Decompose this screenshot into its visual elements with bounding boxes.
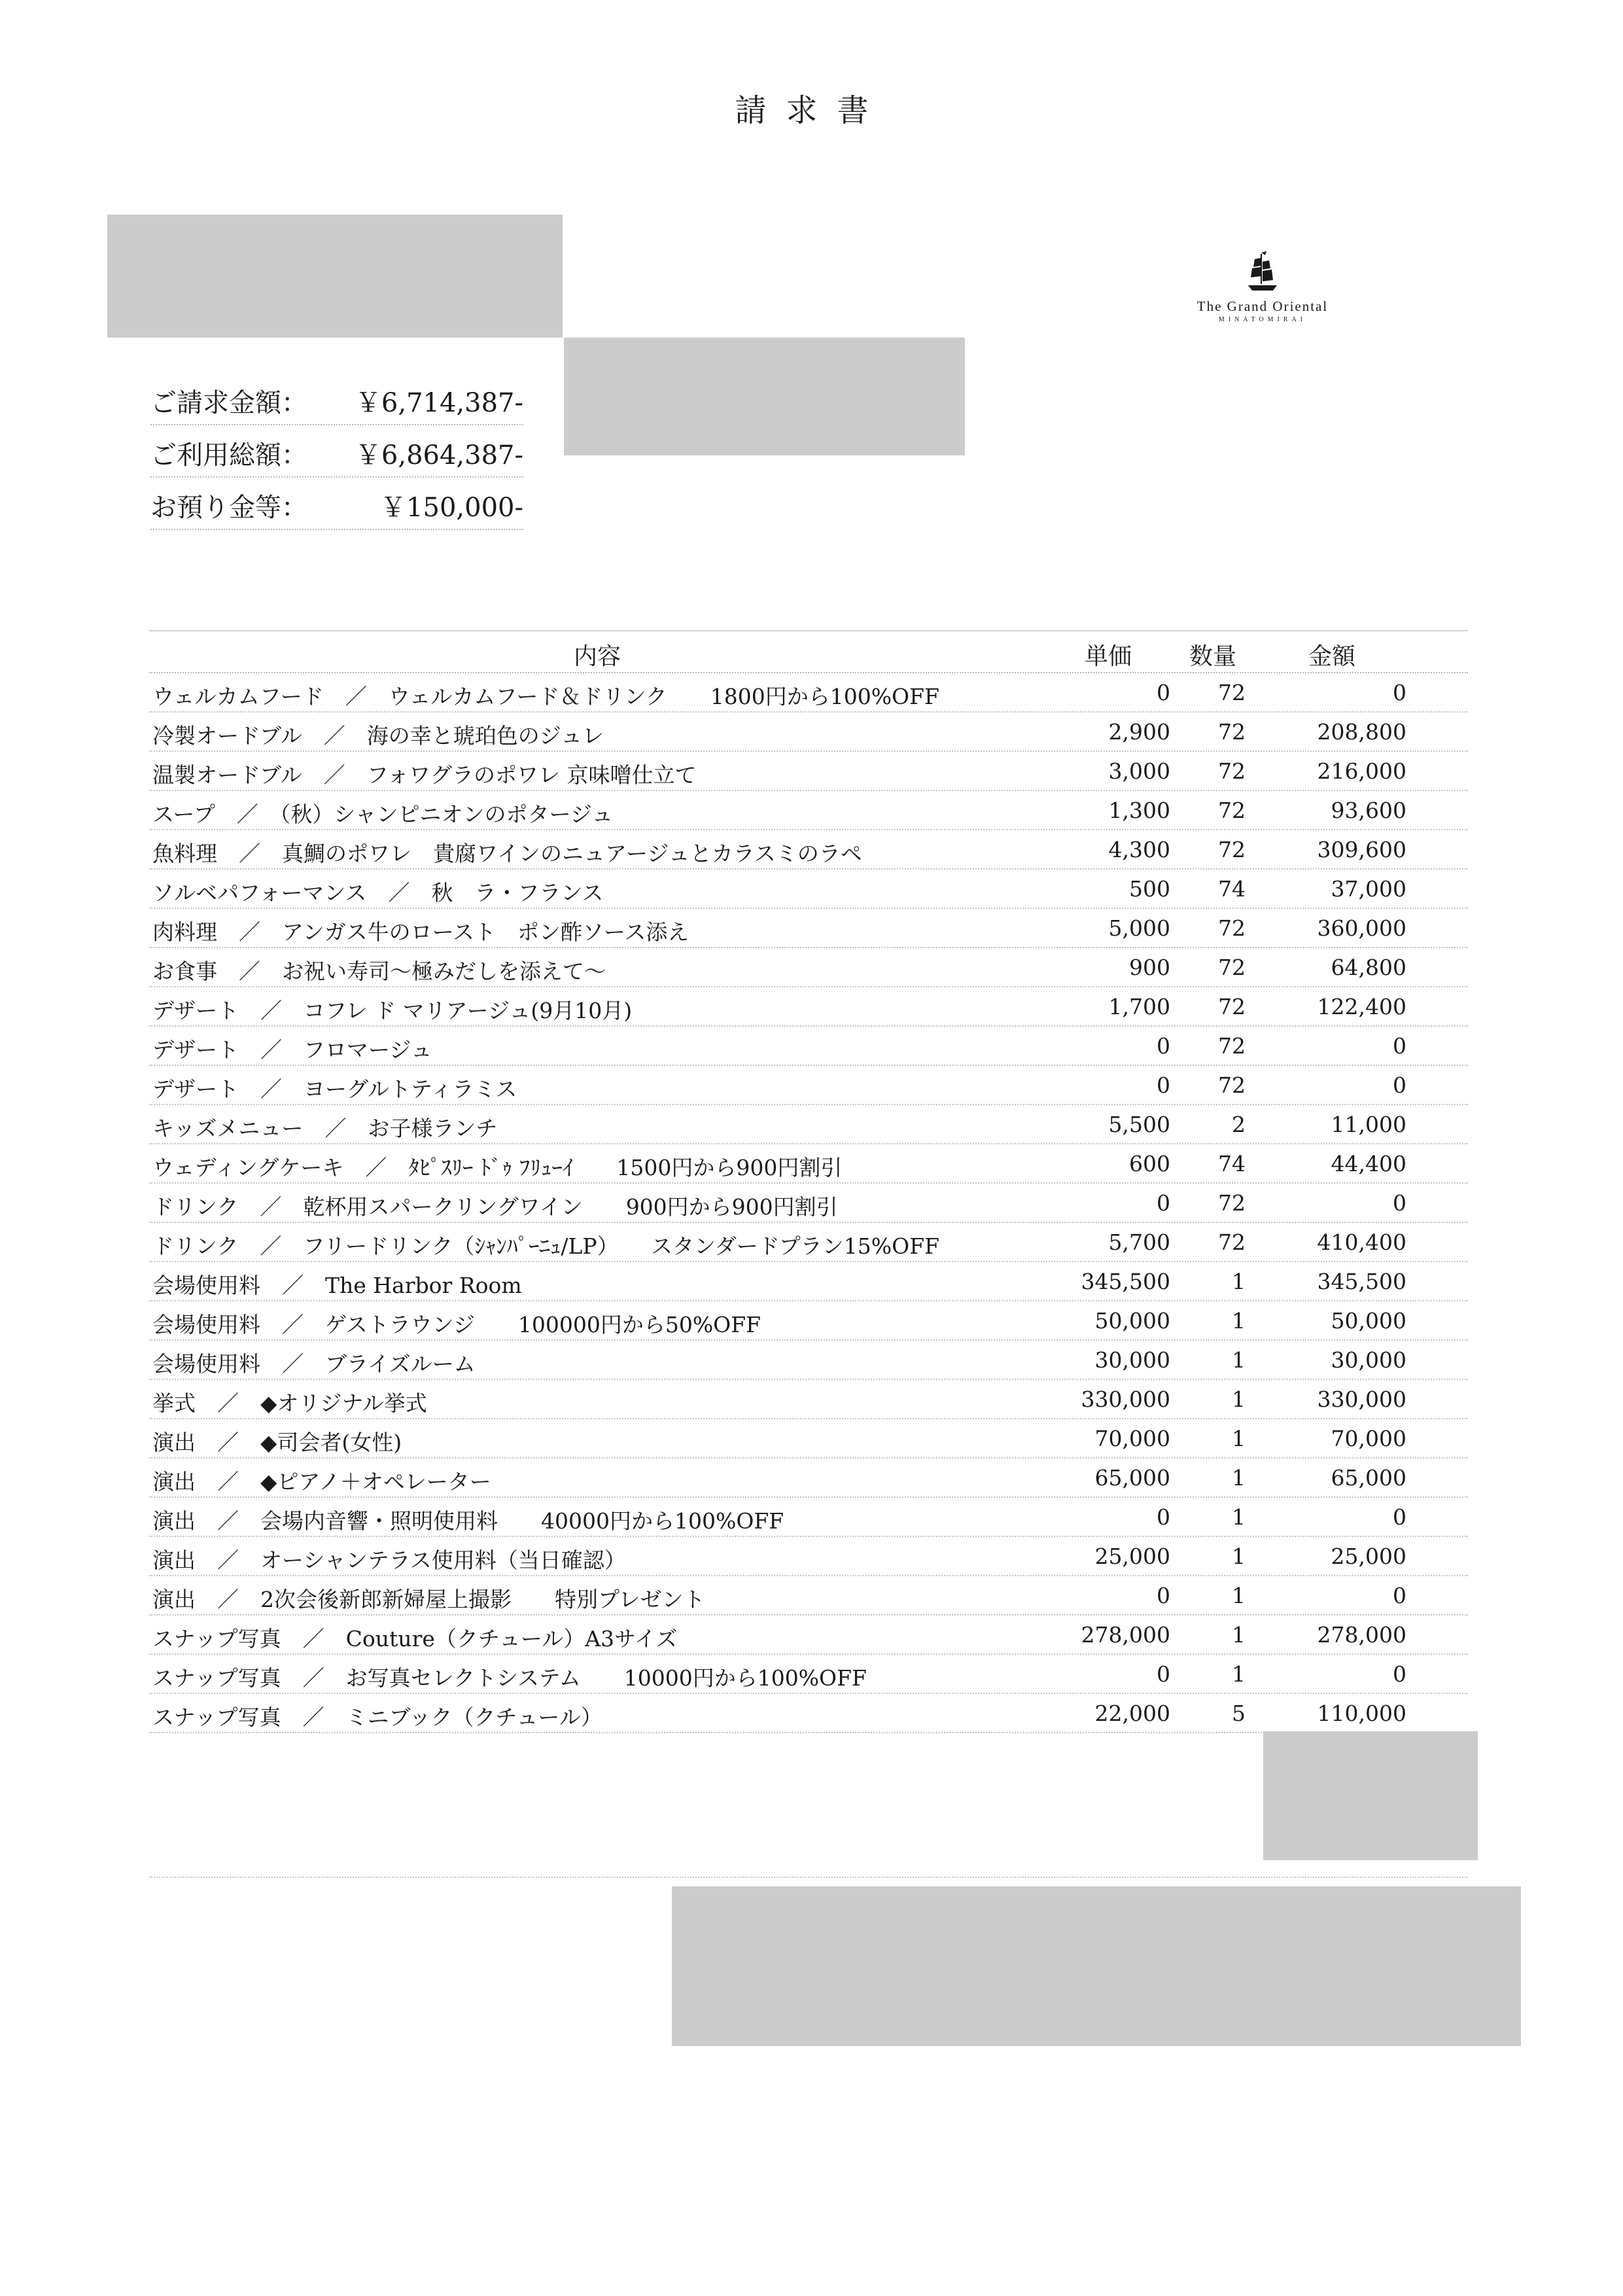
amount-cell: 122,400 [1317,994,1406,1019]
footer-divider [149,1877,1468,1878]
table-row [149,791,1468,830]
amount-cell: 70,000 [1331,1426,1406,1451]
table-row [149,987,1468,1027]
amount-cell: 37,000 [1331,876,1406,902]
amount-cell: 309,600 [1317,837,1406,862]
qty-cell: 72 [1218,680,1246,705]
redacted-block [564,338,965,455]
qty-cell: 1 [1232,1386,1246,1412]
qty-cell: 1 [1232,1308,1246,1333]
price-cell: 30,000 [1094,1347,1170,1373]
amount-cell: 0 [1393,1583,1406,1608]
qty-cell: 2 [1232,1112,1246,1137]
qty-cell: 1 [1232,1504,1246,1530]
table-row [149,1576,1468,1616]
price-cell: 4,300 [1108,837,1170,862]
table-row [149,1262,1468,1301]
item-cell: スナップ写真 ／ お写真セレクトシステム 10000円から100%OFF [152,1665,867,1691]
item-cell: スナップ写真 ／ Couture（クチュール）A3サイズ [152,1626,678,1651]
table-body [149,673,1468,1733]
billing-amount-row [150,373,523,425]
qty-cell: 74 [1218,1151,1246,1176]
amount-cell: 25,000 [1331,1544,1406,1569]
total-usage-row [150,425,523,478]
item-cell: ウェディングケーキ ／ ﾀﾋﾟｽﾘｰ ﾄﾞｩ ﾌﾘｭｰｲ 1500円から900円割引 [152,1155,843,1180]
table-row [149,948,1468,987]
amount-cell: 410,400 [1317,1229,1406,1255]
table-row [149,1380,1468,1419]
item-cell: 魚料理 ／ 真鯛のポワレ 貴腐ワインのニュアージュとカラスミのラペ [152,841,862,866]
amount-cell: 0 [1393,1190,1406,1216]
header-price: 単価 [1085,643,1132,670]
amount-cell: 278,000 [1317,1622,1406,1648]
price-cell: 5,500 [1108,1112,1170,1137]
table-row [149,870,1468,909]
item-cell: 挙式 ／ ◆オリジナル挙式 [152,1390,427,1416]
price-cell: 500 [1129,876,1170,902]
item-cell: デザート ／ ヨーグルトティラミス [152,1076,517,1102]
price-cell: 1,700 [1108,994,1170,1019]
item-cell: 演出 ／ ◆ピアノ＋オペレーター [152,1469,491,1494]
qty-cell: 72 [1218,915,1246,941]
price-cell: 900 [1129,955,1170,980]
amount-cell: 0 [1393,1033,1406,1059]
qty-cell: 1 [1232,1465,1246,1491]
table-row [149,1066,1468,1105]
summary-label: ご利用総額： [150,440,307,470]
item-cell: デザート ／ フロマージュ [152,1037,432,1063]
table-row [149,1498,1468,1537]
table-row [149,830,1468,870]
item-cell: 会場使用料 ／ The Harbor Room [152,1273,522,1298]
hotel-name: The Grand Oriental [1196,298,1329,314]
hotel-logo [1164,249,1361,323]
price-cell: 5,000 [1108,915,1170,941]
header-qty: 数量 [1189,643,1237,670]
item-cell: 演出 ／ 会場内音響・照明使用料 40000円から100%OFF [152,1508,784,1534]
item-cell: ウェルカムフード ／ ウェルカムフード＆ドリンク 1800円から100%OFF [152,684,939,709]
amount-cell: 11,000 [1331,1112,1406,1137]
summary-value: ￥150,000- [380,493,523,523]
table-row [149,713,1468,752]
amount-cell: 44,400 [1331,1151,1406,1176]
item-cell: ドリンク ／ 乾杯用スパークリングワイン 900円から900円割引 [152,1194,838,1220]
qty-cell: 72 [1218,994,1246,1019]
table-row [149,1694,1468,1733]
qty-cell: 72 [1218,1190,1246,1216]
price-cell: 3,000 [1108,758,1170,784]
qty-cell: 72 [1218,1229,1246,1255]
table-row [149,1027,1468,1066]
item-cell: スナップ写真 ／ ミニブック（クチュール） [152,1704,602,1730]
price-cell: 345,500 [1081,1269,1170,1294]
amount-cell: 345,500 [1317,1269,1406,1294]
price-cell: 278,000 [1081,1622,1170,1648]
price-cell: 65,000 [1094,1465,1170,1491]
item-cell: キッズメニュー ／ お子様ランチ [152,1116,498,1141]
header-item: 内容 [573,643,621,670]
price-cell: 2,900 [1108,719,1170,745]
qty-cell: 72 [1218,837,1246,862]
table-row [149,1105,1468,1144]
amount-cell: 0 [1393,680,1406,705]
summary-label: ご請求金額： [150,388,307,418]
price-cell: 5,700 [1108,1229,1170,1255]
item-cell: 演出 ／ オーシャンテラス使用料（当日確認） [152,1547,626,1573]
price-cell: 22,000 [1094,1701,1170,1726]
price-cell: 25,000 [1094,1544,1170,1569]
table-header [149,630,1468,673]
item-cell: ソルベパフォーマンス ／ 秋 ラ・フランス [152,880,604,906]
table-row [149,1223,1468,1262]
amount-cell: 50,000 [1331,1308,1406,1333]
redacted-block [672,1886,1521,2046]
qty-cell: 1 [1232,1544,1246,1569]
price-cell: 0 [1157,1072,1170,1098]
table-row [149,1616,1468,1655]
table-row [149,1655,1468,1694]
qty-cell: 1 [1232,1661,1246,1687]
qty-cell: 1 [1232,1347,1246,1373]
redacted-block [1263,1731,1478,1860]
table-row [149,1301,1468,1341]
table-row [149,1419,1468,1458]
price-cell: 0 [1157,680,1170,705]
amount-cell: 216,000 [1317,758,1406,784]
qty-cell: 72 [1218,758,1246,784]
item-cell: 肉料理 ／ アンガス牛のロースト ポン酢ソース添え [152,919,689,945]
table-row [149,1184,1468,1223]
header-amount: 金額 [1308,643,1356,670]
amount-cell: 93,600 [1331,798,1406,823]
item-cell: 演出 ／ 2次会後新郎新婦屋上撮影 特別プレゼント [152,1587,705,1612]
price-cell: 50,000 [1094,1308,1170,1333]
amount-cell: 208,800 [1317,719,1406,745]
table-row [149,1458,1468,1498]
table-row [149,1537,1468,1576]
amount-cell: 360,000 [1317,915,1406,941]
summary-value: ￥6,714,387- [355,388,523,418]
item-cell: 冷製オードブル ／ 海の幸と琥珀色のジュレ [152,723,604,749]
qty-cell: 1 [1232,1426,1246,1451]
amount-summary [150,373,523,530]
amount-cell: 65,000 [1331,1465,1406,1491]
qty-cell: 74 [1218,876,1246,902]
price-cell: 0 [1157,1033,1170,1059]
price-cell: 70,000 [1094,1426,1170,1451]
price-cell: 330,000 [1081,1386,1170,1412]
table-row [149,1341,1468,1380]
summary-label: お預り金等： [150,493,307,523]
item-cell: 会場使用料 ／ ブライズルーム [152,1351,476,1377]
amount-cell: 110,000 [1317,1701,1406,1726]
item-cell: ドリンク ／ フリードリンク（ｼｬﾝﾊﾟｰﾆｭ/LP） スタンダードプラン15%OFF [152,1233,939,1259]
invoice-table [149,630,1468,1733]
qty-cell: 1 [1232,1269,1246,1294]
qty-cell: 1 [1232,1583,1246,1608]
price-cell: 600 [1129,1151,1170,1176]
qty-cell: 72 [1218,798,1246,823]
amount-cell: 0 [1393,1072,1406,1098]
ship-icon [1243,249,1282,294]
amount-cell: 64,800 [1331,955,1406,980]
table-row [149,752,1468,791]
table-row [149,1144,1468,1184]
amount-cell: 0 [1393,1504,1406,1530]
summary-value: ￥6,864,387- [355,440,523,470]
qty-cell: 72 [1218,1033,1246,1059]
amount-cell: 30,000 [1331,1347,1406,1373]
qty-cell: 72 [1218,1072,1246,1098]
qty-cell: 72 [1218,719,1246,745]
hotel-subtitle: MINATOMIRAI [1218,316,1307,323]
qty-cell: 72 [1218,955,1246,980]
price-cell: 1,300 [1108,798,1170,823]
price-cell: 0 [1157,1661,1170,1687]
item-cell: スープ ／ （秋）シャンピニオンのポタージュ [152,802,614,827]
table-row [149,673,1468,713]
item-cell: お食事 ／ お祝い寿司～極みだしを添えて～ [152,959,606,984]
qty-cell: 5 [1232,1701,1246,1726]
document-title: 請求書 [735,92,888,129]
redacted-block [107,215,563,338]
item-cell: デザート ／ コフレ ド マリアージュ(9月10月) [152,998,633,1023]
price-cell: 0 [1157,1583,1170,1608]
price-cell: 0 [1157,1504,1170,1530]
item-cell: 会場使用料 ／ ゲストラウンジ 100000円から50%OFF [152,1312,761,1337]
item-cell: 温製オードブル ／ フォワグラのポワレ 京味噌仕立て [152,762,697,788]
amount-cell: 0 [1393,1661,1406,1687]
deposit-row [150,478,523,530]
table-row [149,909,1468,948]
item-cell: 演出 ／ ◆司会者(女性) [152,1430,402,1455]
amount-cell: 330,000 [1317,1386,1406,1412]
qty-cell: 1 [1232,1622,1246,1648]
price-cell: 0 [1157,1190,1170,1216]
